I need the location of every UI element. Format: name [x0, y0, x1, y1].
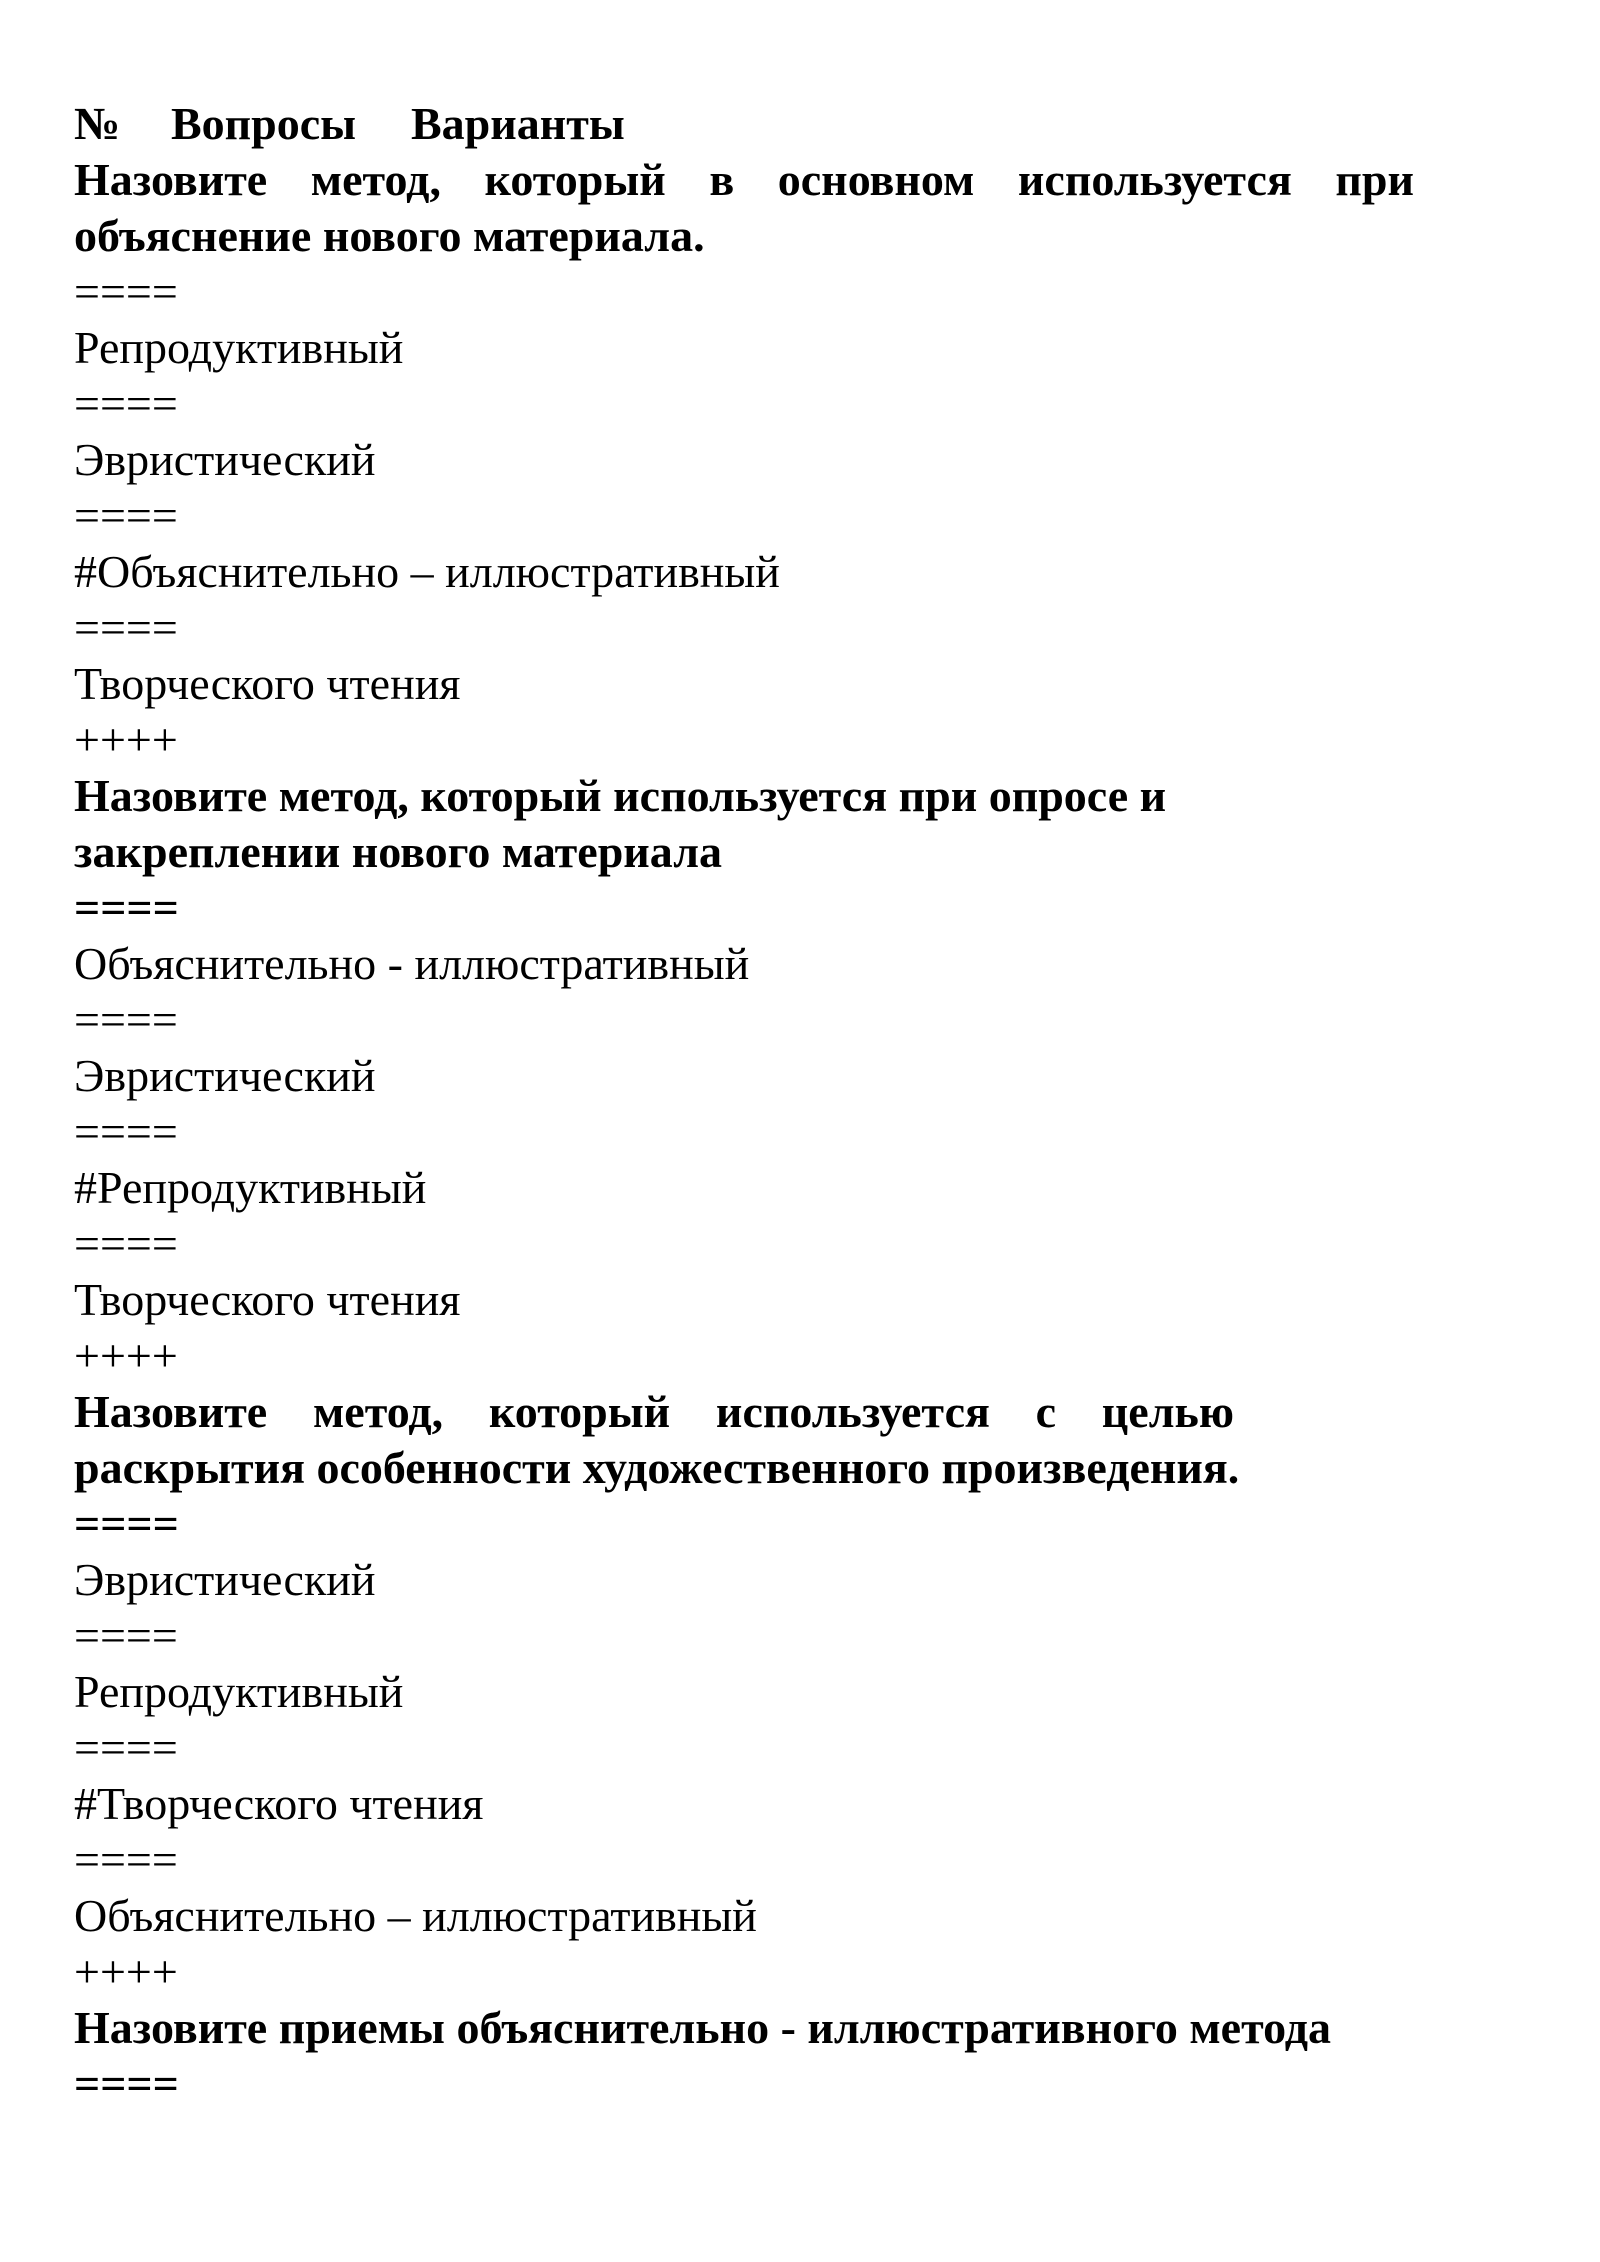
- end-marker: ++++: [74, 714, 178, 765]
- answer-option-correct: #Репродуктивный: [74, 1162, 427, 1213]
- answer-option-correct: #Творческого чтения: [74, 1778, 484, 1829]
- question-2: [74, 768, 1414, 880]
- answer-option: Эвристический: [74, 434, 376, 485]
- answer-option: Объяснительно - иллюстративный: [74, 938, 750, 989]
- header-number: №: [74, 98, 121, 149]
- header-options: Варианты: [411, 98, 625, 149]
- separator: ====: [74, 1722, 178, 1773]
- separator: ====: [74, 602, 178, 653]
- table-header: [74, 96, 1414, 152]
- separator: ====: [74, 1498, 179, 1549]
- answer-option: Творческого чтения: [74, 658, 461, 709]
- answer-option: Репродуктивный: [74, 1666, 404, 1717]
- question-line: раскрытия особенности художественного произведения.: [74, 1442, 1240, 1493]
- separator: ====: [74, 1106, 178, 1157]
- separator: ====: [74, 2058, 179, 2109]
- question-4: [74, 2000, 1414, 2056]
- question-1: [74, 152, 1414, 264]
- document-page: [74, 96, 1414, 2112]
- answer-option: Эвристический: [74, 1554, 376, 1605]
- separator: ====: [74, 994, 178, 1045]
- answer-option: Репродуктивный: [74, 322, 404, 373]
- separator: ====: [74, 490, 178, 541]
- question-line: Назовите метод, который используется при опросе и: [74, 770, 1167, 821]
- separator: ====: [74, 1218, 178, 1269]
- end-marker: ++++: [74, 1330, 178, 1381]
- end-marker: ++++: [74, 1946, 178, 1997]
- separator: ====: [74, 378, 178, 429]
- separator: ====: [74, 266, 178, 317]
- answer-option-correct: #Объяснительно – иллюстративный: [74, 546, 780, 597]
- separator: ====: [74, 1834, 178, 1885]
- header-questions: Вопросы: [171, 98, 357, 149]
- answer-option: Эвристический: [74, 1050, 376, 1101]
- separator: ====: [74, 1610, 178, 1661]
- answer-option: Объяснительно – иллюстративный: [74, 1890, 757, 1941]
- question-line: Назовите метод, который используется с целью: [74, 1386, 1234, 1437]
- question-line: Назовите приемы объяснительно - иллюстративного метода: [74, 2002, 1332, 2053]
- question-line: объяснение нового материала.: [74, 210, 705, 261]
- question-3: [74, 1384, 1414, 1496]
- separator: ====: [74, 882, 179, 933]
- question-line: Назовите метод, который в основном используется при: [74, 154, 1414, 205]
- question-line: закреплении нового материала: [74, 826, 722, 877]
- answer-option: Творческого чтения: [74, 1274, 461, 1325]
